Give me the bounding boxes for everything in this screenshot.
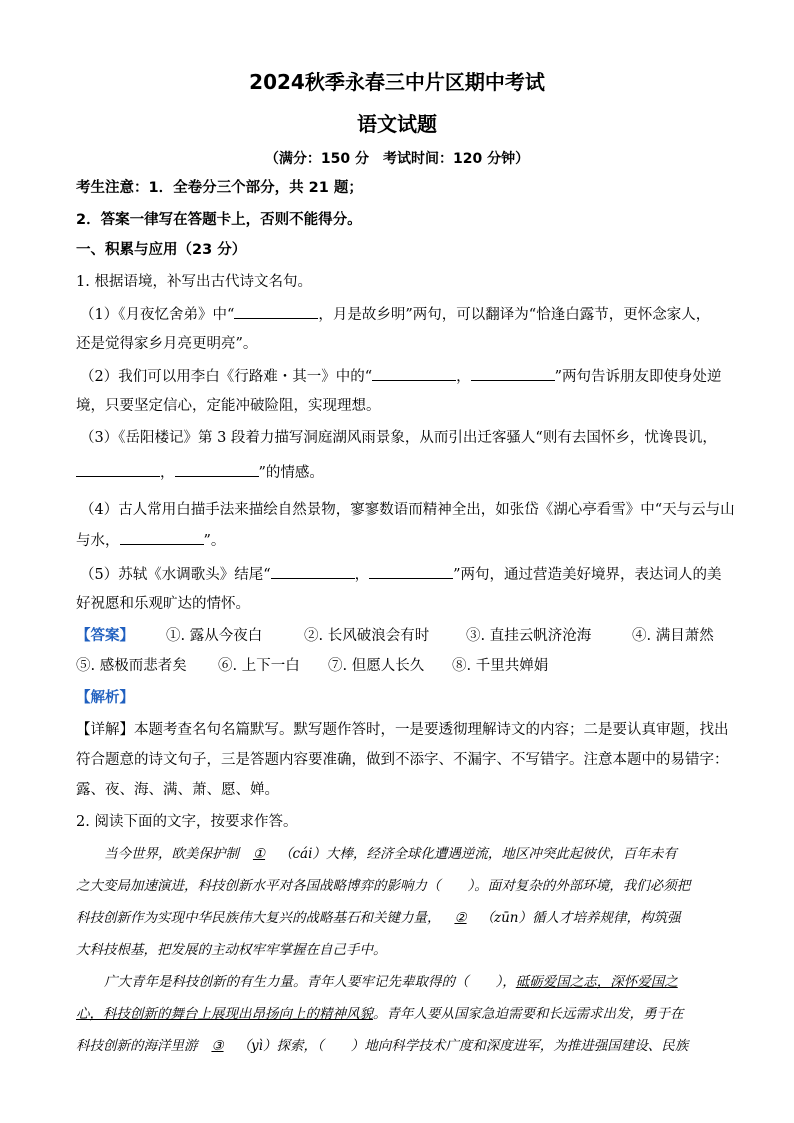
q1-p4-text-b: ”。 <box>203 533 226 549</box>
fill-blank-6[interactable] <box>120 530 204 545</box>
analysis-label: 【解析】 <box>76 690 134 706</box>
q1-part-2-line-1 <box>80 366 730 387</box>
passage-3-a: 科技创新作为实现中华民族伟大复兴的战略基石和关键力量， <box>76 910 441 926</box>
passage-5-underlined: 砥砺爱国之志，深怀爱国之 <box>515 974 678 990</box>
analysis-detail-2: 符合题意的诗文句子，三是答题内容要准确，做到不添字、不漏字、不写错字。注意本题中的易错字： <box>76 752 729 768</box>
notice-line-2: 2．答案一律写在答题卡上，否则不能得分。 <box>76 212 362 228</box>
q1-p5-comma: ， <box>354 567 370 583</box>
fill-blank-8[interactable] <box>369 564 453 579</box>
answer-item-4: ④. 满目萧然 <box>632 628 714 644</box>
q1-part-2-line-2: 境，只要坚定信心，定能冲破险阻，实现理想。 <box>76 398 381 414</box>
question-1-stem: 1. 根据语境，补写出古代诗文名句。 <box>76 274 312 290</box>
passage-5-a: 广大青年是科技创新的有生力量。青年人要牢记先辈取得的（ ）， <box>104 974 516 990</box>
q1-p3-comma: ， <box>160 465 175 481</box>
analysis-detail-3: 露、夜、海、满、萧、愿、婵。 <box>76 782 279 798</box>
q1-part-5-line-1 <box>80 564 730 585</box>
passage-3-b: （zūn）循人才培养规律，构筑强 <box>480 910 681 926</box>
answer-item-5: ⑤. 感极而悲者矣 <box>76 658 187 674</box>
q1-part-5-line-2: 好祝愿和乐观旷达的情怀。 <box>76 596 250 612</box>
passage-7-a: 科技创新的海洋里游 <box>76 1038 198 1054</box>
question-2-stem: 2. 阅读下面的文字，按要求作答。 <box>76 814 298 830</box>
analysis-detail-1: 【详解】本题考查名句名篇默写。默写题作答时，一是要透彻理解诗文的内容；二是要认真审题，找出 <box>76 722 729 738</box>
q1-p1-text-a: （1）《月夜忆舍弟》中“ <box>80 307 235 323</box>
passage-6-b: 。青年人要从国家急迫需要和长远需求出发，勇于在 <box>373 1006 684 1022</box>
section-heading: 一、积累与应用（23 分） <box>76 242 247 258</box>
exam-title: 2024秋季永春三中片区期中考试 <box>249 70 545 94</box>
fill-blank-4[interactable] <box>76 462 160 477</box>
q1-part-3-line-2 <box>76 462 726 483</box>
passage-1-b: （cái）大棒，经济全球化遭遇逆流，地区冲突此起彼伏，百年未有 <box>279 846 677 862</box>
subject-title: 语文试题 <box>357 112 437 136</box>
fill-blank-5[interactable] <box>175 462 259 477</box>
q1-p1-text-b: ，月是故乡明”两句，可以翻译为“恰逢白露节，更怀念家人， <box>318 307 711 323</box>
passage-7-b: （yì）探索，（ ）地向科学技术广度和深度进军，为推进强国建设、民族 <box>237 1038 689 1054</box>
q1-p3-text-b: ”的情感。 <box>258 465 324 481</box>
passage-line-2: 之大变局加速演进，科技创新水平对各国战略博弈的影响力（ ）。面对复杂的外部环境，我们必须把 <box>76 878 691 894</box>
fill-blank-3[interactable] <box>471 366 555 381</box>
passage-1-a: 当今世界，欧美保护制 <box>104 846 239 862</box>
passage-line-4: 大科技根基，把发展的主动权牢牢掌握在自己手中。 <box>76 942 387 958</box>
notice-line-1: 考生注意：1．全卷分三个部分，共 21 题； <box>76 180 363 196</box>
fill-blank-1[interactable] <box>234 304 318 319</box>
passage-line-6 <box>76 1004 726 1024</box>
fill-blank-7[interactable] <box>271 564 355 579</box>
passage-line-5 <box>104 972 724 992</box>
q1-p2-text-b: ”两句告诉朋友即使身处逆 <box>554 369 722 385</box>
blank-number-2[interactable]: ② <box>454 910 467 926</box>
blank-number-3[interactable]: ③ <box>211 1038 224 1054</box>
q1-p5-text-a: （5）苏轼《水调歌头》结尾“ <box>80 567 271 583</box>
q1-part-4-line-2 <box>76 530 726 551</box>
answer-item-7: ⑦. 但愿人长久 <box>328 658 425 674</box>
q1-part-1-line-1 <box>80 304 730 325</box>
passage-line-3 <box>76 908 726 928</box>
q1-part-1-line-2: 还是觉得家乡月亮更明亮”。 <box>76 336 258 352</box>
q1-p2-text-a: （2）我们可以用李白《行路难・其一》中的“ <box>80 369 373 385</box>
passage-line-1 <box>104 844 724 864</box>
fill-blank-2[interactable] <box>372 366 456 381</box>
q1-part-4-line-1: （4）古人常用白描手法来描绘自然景物，寥寥数语而精神全出，如张岱《湖心亭看雪》中“天与云与山 <box>80 502 735 518</box>
q1-p5-text-b: ”两句，通过营造美好境界，表达词人的美 <box>453 567 722 583</box>
q1-p4-text-a: 与水， <box>76 533 120 549</box>
answer-item-8: ⑧. 千里共婵娟 <box>452 658 549 674</box>
answer-item-1: ①. 露从今夜白 <box>166 628 263 644</box>
q1-part-3-line-1: （3）《岳阳楼记》第 3 段着力描写洞庭湖风雨景象，从而引出迁客骚人“则有去国怀乡，忧谗畏讥， <box>80 430 717 446</box>
exam-meta: （满分：150 分 考试时间：120 分钟） <box>264 151 530 167</box>
passage-6-underlined: 心，科技创新的舞台上展现出昂扬向上的精神风貌 <box>76 1006 373 1022</box>
answer-item-2: ②. 长风破浪会有时 <box>304 628 430 644</box>
blank-number-1[interactable]: ① <box>252 846 266 862</box>
passage-line-7 <box>76 1036 726 1056</box>
answer-item-3: ③. 直挂云帆济沧海 <box>466 628 592 644</box>
answer-item-6: ⑥. 上下一白 <box>218 658 300 674</box>
q1-p2-comma: ， <box>456 369 471 385</box>
answer-label: 【答案】 <box>76 628 134 644</box>
